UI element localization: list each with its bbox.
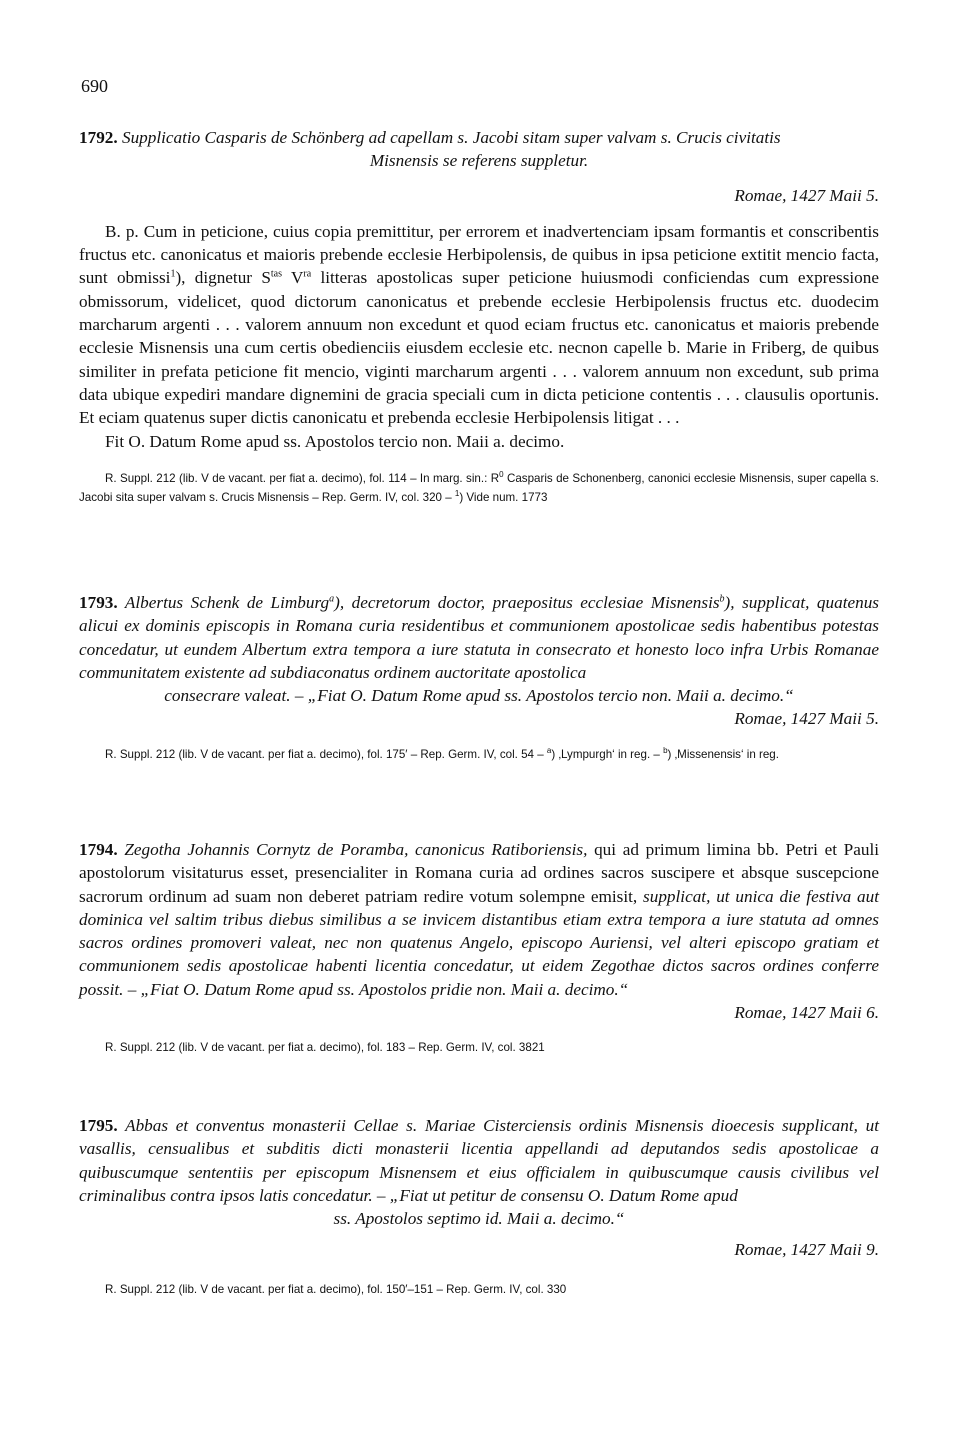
note-part: ) ‚Missenensis‘ in reg. (667, 747, 779, 761)
entry-closing: consecrare valeat. – „Fiat O. Datum Rome apud ss. Apostolos tercio non. Maii a. decimo.“ (164, 686, 794, 706)
entry-body (79, 591, 879, 684)
entry-number: 1793. (79, 593, 118, 612)
entry-number: 1792. (79, 128, 118, 147)
entry-date: Romae, 1427 Maii 5. (734, 185, 879, 205)
entry-note (79, 745, 879, 764)
entry-body (79, 220, 879, 430)
note-part: Casparis de Schonenberg, canonici ecclesie Misnensis, super capella s. Jacobi sita super valvam s. Crucis Misnensis – Rep. Germ. IV, col. 320 – (79, 471, 879, 504)
footnote-ref: b (719, 593, 725, 605)
entry-note: R. Suppl. 212 (lib. V de vacant. per fiat a. decimo), fol. 183 – Rep. Germ. IV, col. 3821 (105, 1041, 545, 1055)
entry-closing: ss. Apostolos septimo id. Maii a. decimo.“ (333, 1209, 625, 1229)
body-text-part: Abbas et conventus monasterii Cellae s. Mariae Cisterciensis ordinis Misnensis dioecesis supplicant, ut vasallis, censualibus et subditis dicti monasterii licentia appellandi ad deputandos sedis apostolicae a quibuscumque sententiis per episcopum Misnensem et eius officialem in quibuscumque causis civilibus vel criminalibus contra ipsos latis concedatur. – „Fiat ut petitur de consensu O. Datum Rome apud (79, 1116, 879, 1205)
entry-note: R. Suppl. 212 (lib. V de vacant. per fiat a. decimo), fol. 150′–151 – Rep. Germ. IV, col. 330 (105, 1282, 567, 1296)
superscript: 0 (499, 470, 504, 479)
entry-date: Romae, 1427 Maii 5. (734, 709, 879, 729)
entry-number: 1795. (79, 1116, 118, 1135)
body-text-part: qui ad primum limina bb. Petri et Pauli apostolorum visitaturus esset, presencialiter in Romana curia ad ordines sacros suscipere et absque suscepcione sacrorum ordinum ad suam non deberet patriam redire votum solempne emisit, (79, 840, 879, 906)
body-text-part: V (281, 268, 304, 288)
entry-1793 (79, 591, 879, 764)
superscript-abbrev: tas (270, 268, 282, 280)
heading-line-2: Misnensis se referens suppletur. (369, 151, 589, 171)
page-number: 690 (81, 76, 108, 96)
body-text-part: litteras apostolicas super peticione huiusmodi conficiendas cum expressione obmissorum, videlicet, quod dictorum canonicatus et prebende ecclesie Herbipolensis fructus etc. duodecim marcharum argenti . . . valorem annuum non excedunt et quod eciam fructus etc. canonicatus et maioris prebende ecclesie Misnensis una cum certis obedienciis eiusdem ecclesie etc. necnon capelle b. Marie in Friberg, de quibus similiter in prefata peticione fit mencio, viginti marcharum argenti . . . valorem annuum non excedunt, sub prima data ubique expediri mandare dignemini de gracia speciali cum in dicta peticione contentis . . . clausulis oportunis. Et eciam quatenus super dictis canonicatu et prebenda ecclesie Herbipolensis litigat . . . (79, 268, 879, 428)
entry-1792-heading (79, 126, 879, 149)
entry-1794 (79, 838, 879, 1057)
footnote-ref: a (329, 593, 335, 605)
entry-1792 (79, 126, 879, 507)
body-text-part: B. p. Cum in peticione, cuius copia premittitur, per errorem et inadvertenciam ipsam formantis et conscribentis fructus etc. canonicatus et maioris prebende ecclesie Herbipolensis, de quibus in ipsa peticione extitit mencio facta, sunt obmissi (79, 221, 879, 288)
body-text-part: ), supplicat, quatenus alicui ex dominis episcopis in Romana curia residentibus et communionem apostolicae sedis habentibus potestas concedatur, ut eundem Albertum extra tempora a iure statuta in consecrato et honesto loco infra Urbis Romanae communitatem existente ad subdiaconatus ordinem auctoritate apostolica (79, 593, 879, 682)
body-text-part: ), decretorum doctor, praepositus ecclesiae Misnensis (334, 593, 720, 612)
footnote-mark: 1 (454, 489, 460, 498)
body-text-part: supplicat, ut unica die festiva aut dominica vel saltim tribus diebus similibus a se invicem distantibus etiam extra tempora a iure statuta ad omnes sacros ordines promoveri valeat, nec non quatenus Angelo, episcopo Auriensi, vel alteri episcopo gratiam et communionem sedis apostolicae habenti licentia concedatur, ut eidem Zegothae dictos sacros ordines conferre possit. – „Fiat O. Datum Rome apud ss. Apostolos pridie non. Maii a. decimo.“ (79, 886, 879, 999)
note-part: R. Suppl. 212 (lib. V de vacant. per fiat a. decimo), fol. 114 – In marg. sin.: R (105, 471, 500, 485)
footnote-mark: a (546, 745, 552, 755)
body-text-part: ), dignetur S (175, 268, 271, 288)
heading-line-1: Supplicatio Casparis de Schönberg ad capellam s. Jacobi sitam super valvam s. Crucis civitatis (121, 128, 781, 147)
entry-body (79, 1114, 879, 1207)
entry-number: 1794. (79, 840, 118, 859)
entry-date: Romae, 1427 Maii 9. (734, 1240, 879, 1260)
fiat-line: Fit O. Datum Rome apud ss. Apostolos tercio non. Maii a. decimo. (105, 431, 565, 451)
note-part: ) ‚Lympurgh‘ in reg. – (551, 747, 664, 761)
footnote-mark: b (663, 745, 668, 755)
entry-body (79, 838, 879, 1001)
footnote-ref: 1 (170, 268, 176, 280)
note-part: ) Vide num. 1773 (459, 490, 548, 504)
entry-date: Romae, 1427 Maii 6. (734, 1003, 879, 1023)
note-part: R. Suppl. 212 (lib. V de vacant. per fiat a. decimo), fol. 175′ – Rep. Germ. IV, col. 54 – (105, 747, 547, 761)
entry-1795 (79, 1114, 879, 1299)
entry-note (79, 469, 879, 507)
superscript-abbrev: ra (303, 268, 312, 280)
body-text-part: Albertus Schenk de Limburg (117, 593, 330, 612)
person-name: Zegotha Johannis Cornytz de Poramba, canonicus Ratiboriensis, (117, 840, 588, 859)
